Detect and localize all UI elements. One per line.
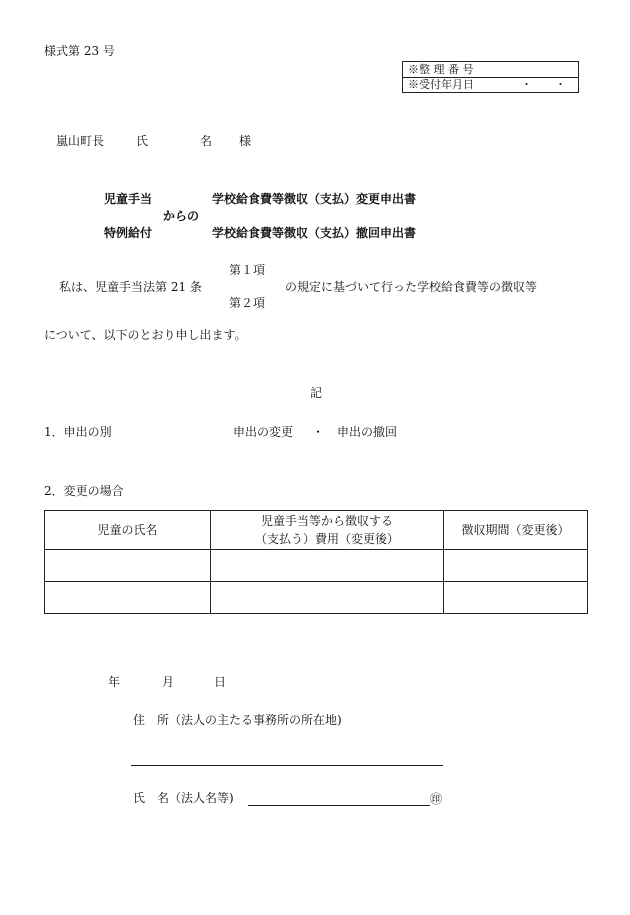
addressee-sama: 様 — [239, 134, 252, 148]
reference-number-row: ※整 理 番 号 — [403, 62, 578, 78]
form-number: 様式第 23 号 — [44, 44, 115, 58]
option-separator: ・ — [312, 425, 325, 439]
name-line[interactable] — [248, 805, 430, 806]
table-row — [45, 582, 588, 614]
option-withdraw: 申出の撤回 — [337, 425, 398, 439]
option-change: 申出の変更 — [233, 425, 294, 439]
cell-cost[interactable] — [211, 582, 444, 614]
reception-date-label: ※受付年月日 — [408, 78, 474, 91]
section2-label: 2．変更の場合 — [44, 484, 124, 498]
change-table — [44, 510, 588, 614]
date-year: 年 — [108, 675, 121, 689]
statement-prefix: 私は、児童手当法第 21 条 — [59, 280, 202, 294]
clause-1: 第１項 — [229, 263, 266, 277]
ki-heading: 記 — [310, 386, 323, 400]
statement-line2: について、以下のとおり申し出ます。 — [44, 328, 247, 342]
table-header-row — [45, 511, 588, 550]
seal-mark: ㊞ — [430, 792, 443, 806]
address-label: 住 所（法人の主たる事務所の所在地) — [133, 713, 342, 727]
header-cost — [211, 511, 444, 550]
header-period: 徴収期間（変更後） — [444, 511, 588, 550]
addressee-title: 嵐山町長 — [56, 134, 105, 148]
section1-label: 1．申出の別 — [44, 425, 112, 439]
cell-child-name[interactable] — [45, 550, 211, 582]
address-line[interactable] — [131, 765, 443, 766]
cell-cost[interactable] — [211, 550, 444, 582]
cell-child-name[interactable] — [45, 582, 211, 614]
date-month: 月 — [162, 675, 175, 689]
title-middle: からの — [163, 209, 200, 223]
addressee-mei: 名 — [200, 134, 213, 148]
date-day: 日 — [214, 675, 227, 689]
table-row — [45, 550, 588, 582]
reference-box — [402, 61, 579, 93]
header-cost-line1: 児童手当等から徴収する — [260, 514, 393, 528]
date-dot-2: ・ — [555, 78, 566, 91]
clause-2: 第２項 — [229, 296, 266, 310]
title-right-top: 学校給食費等徴収（支払）変更申出書 — [212, 192, 417, 206]
cell-period[interactable] — [444, 550, 588, 582]
cell-period[interactable] — [444, 582, 588, 614]
title-left-bottom: 特例給付 — [104, 226, 153, 240]
addressee-shi: 氏 — [136, 134, 149, 148]
date-dot-1: ・ — [521, 78, 532, 91]
header-child-name: 児童の氏名 — [45, 511, 211, 550]
title-left-top: 児童手当 — [104, 192, 153, 206]
header-cost-line2: （支払う）費用（変更後） — [254, 532, 399, 546]
name-label: 氏 名（法人名等) — [133, 791, 234, 805]
title-right-bottom: 学校給食費等徴収（支払）撤回申出書 — [212, 226, 417, 240]
reception-date-row — [403, 77, 578, 92]
statement-suffix: の規定に基づいて行った学校給食費等の徴収等 — [285, 280, 538, 294]
